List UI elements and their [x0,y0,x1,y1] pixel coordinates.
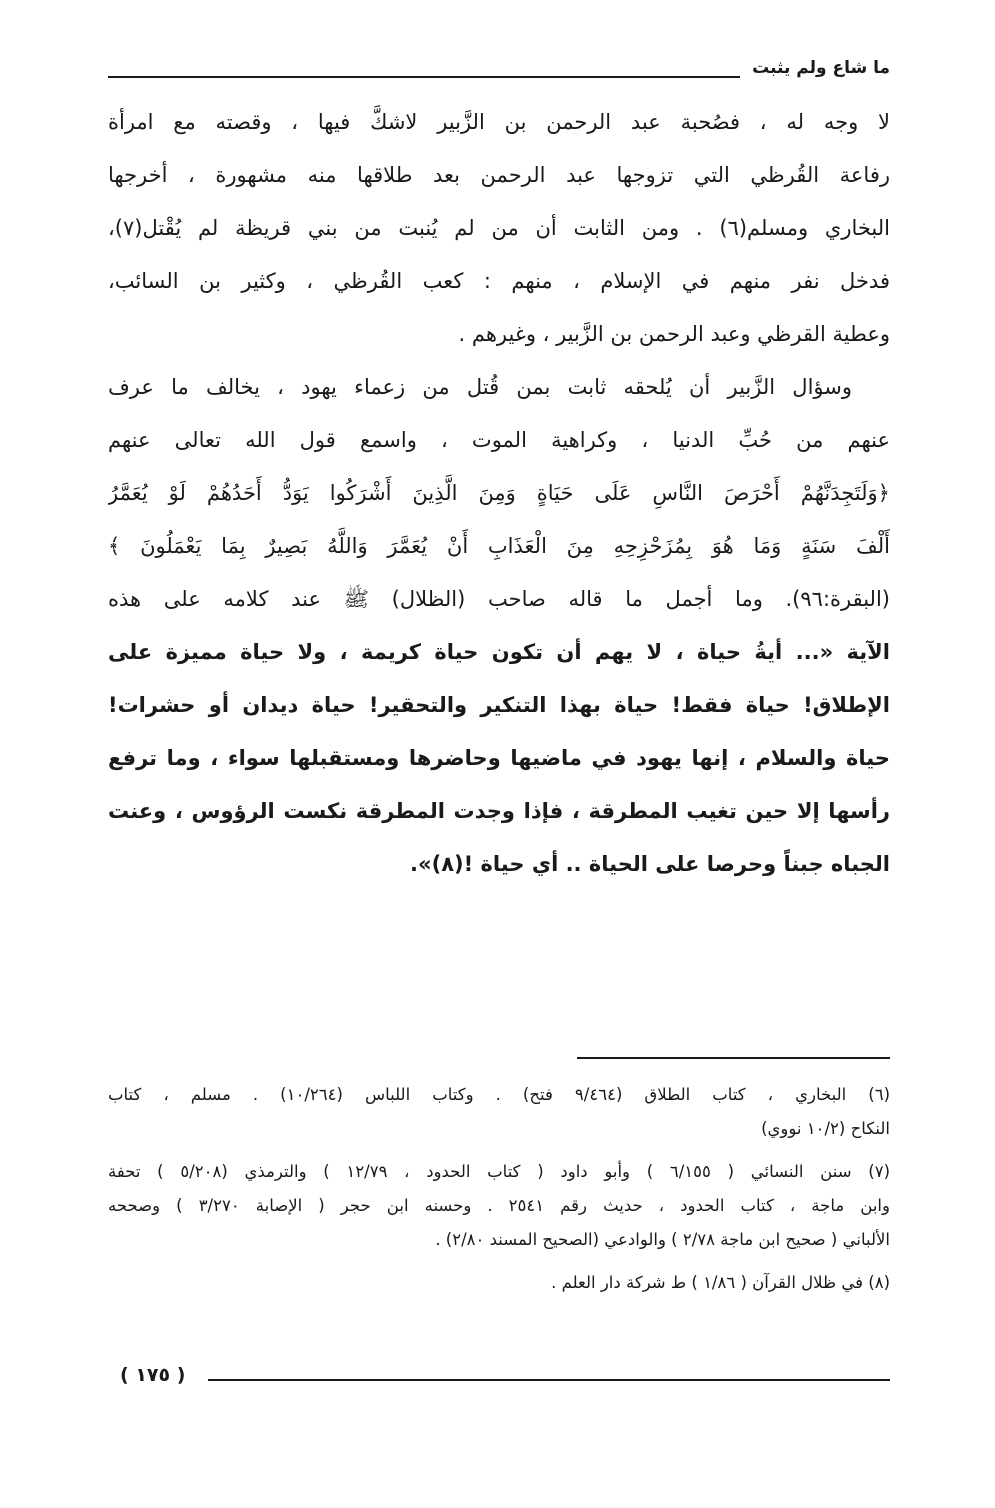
quran-verse-line: ﴿وَلَتَجِدَنَّهُمْ أَحْرَصَ النَّاسِ عَلَى حَيَاةٍ وَمِنَ الَّذِينَ أَشْرَكُوا يَوَدُّ أَحَدُهُمْ لَوْ يُعَمَّرُ [108,481,890,505]
text-line: لا وجه له ، فصُحبة عبد الرحمن بن الزَّبير لاشكَّ فيها ، وقصته مع امرأة [108,110,890,134]
quote-line: الجباه جبناً وحرصا على الحياة .. أي حياة !(٨)». [410,852,890,876]
quote-line: الإطلاق! حياة فقط! حياة بهذا التنكير والتحقير! حياة ديدان أو حشرات! [108,693,890,717]
footnote-separator [577,1057,890,1059]
running-header [108,58,890,88]
text-line: عنهم من حُبِّ الدنيا ، وكراهية الموت ، واسمع قول الله تعالى عنهم [108,428,890,452]
footnotes [108,1078,890,1300]
page-number: ( ١٧٥ ) [120,1364,186,1386]
quran-verse-line: أَلْفَ سَنَةٍ وَمَا هُوَ بِمُزَحْزِحِهِ مِنَ الْعَذَابِ أَنْ يُعَمَّرَ وَاللَّهُ بَصِيرٌ بِمَا يَعْمَلُونَ ﴾ [108,534,890,558]
text-line: فدخل نفر منهم في الإسلام ، منهم : كعب القُرظي ، وكثير بن السائب، [108,269,890,293]
text-line: (البقرة:٩٦). وما أجمل ما قاله صاحب (الظلال) ﷺ عند كلامه على هذه [108,587,890,611]
running-title: ما شاع ولم يثبت [752,58,890,78]
footer-rule [208,1379,890,1381]
quote-line: حياة والسلام ، إنها يهود في ماضيها وحاضرها ومستقبلها سواء ، وما ترفع [108,746,890,770]
text-line: وسؤال الزَّبير أن يُلحقه ثابت بمن قُتل من زعماء يهود ، يخالف ما عرف [108,375,852,399]
footnote-7-line: الألباني ( صحيح ابن ماجة ٢/٧٨ ) والوادعي (الصحيح المسند ٢/٨٠) . [435,1230,890,1249]
quote-line: الآية «... أيةُ حياة ، لا يهم أن تكون حياة كريمة ، ولا حياة مميزة على [108,640,890,664]
footnote-6-line: النكاح (١٠/٢ نووي) [761,1119,890,1138]
text-line: البخاري ومسلم(٦) . ومن الثابت أن من لم يُنبت من بني قريظة لم يُقْتل(٧)، [108,216,890,240]
header-rule [108,76,740,78]
footnote-7-line: (٧) سنن النسائي ( ٦/١٥٥ ) وأبو داود ( كتاب الحدود ، ١٢/٧٩ ) والترمذي (٥/٢٠٨ ) تحفة [108,1162,890,1181]
text-line: وعطية القرظي وعبد الرحمن بن الزَّبير ، وغيرهم . [458,322,890,346]
quote-line: رأسها إلا حين تغيب المطرقة ، فإذا وجدت المطرقة نكست الرؤوس ، وعنت [108,799,890,823]
footnote-8-line: (٨) في ظلال القرآن ( ١/٨٦ ) ط شركة دار العلم . [551,1273,890,1292]
text-line: رفاعة القُرظي التي تزوجها عبد الرحمن بعد طلاقها منه مشهورة ، أخرجها [108,163,890,187]
page-footer [108,1364,890,1394]
footnote-6-line: (٦) البخاري ، كتاب الطلاق (٩/٤٦٤ فتح) . وكتاب اللباس (١٠/٢٦٤) . مسلم ، كتاب [108,1085,890,1104]
footnote-7-line: وابن ماجة ، كتاب الحدود ، حديث رقم ٢٥٤١ . وحسنه ابن حجر ( الإصابة ٣/٢٧٠ ) وصححه [108,1196,890,1215]
main-text [108,96,890,891]
